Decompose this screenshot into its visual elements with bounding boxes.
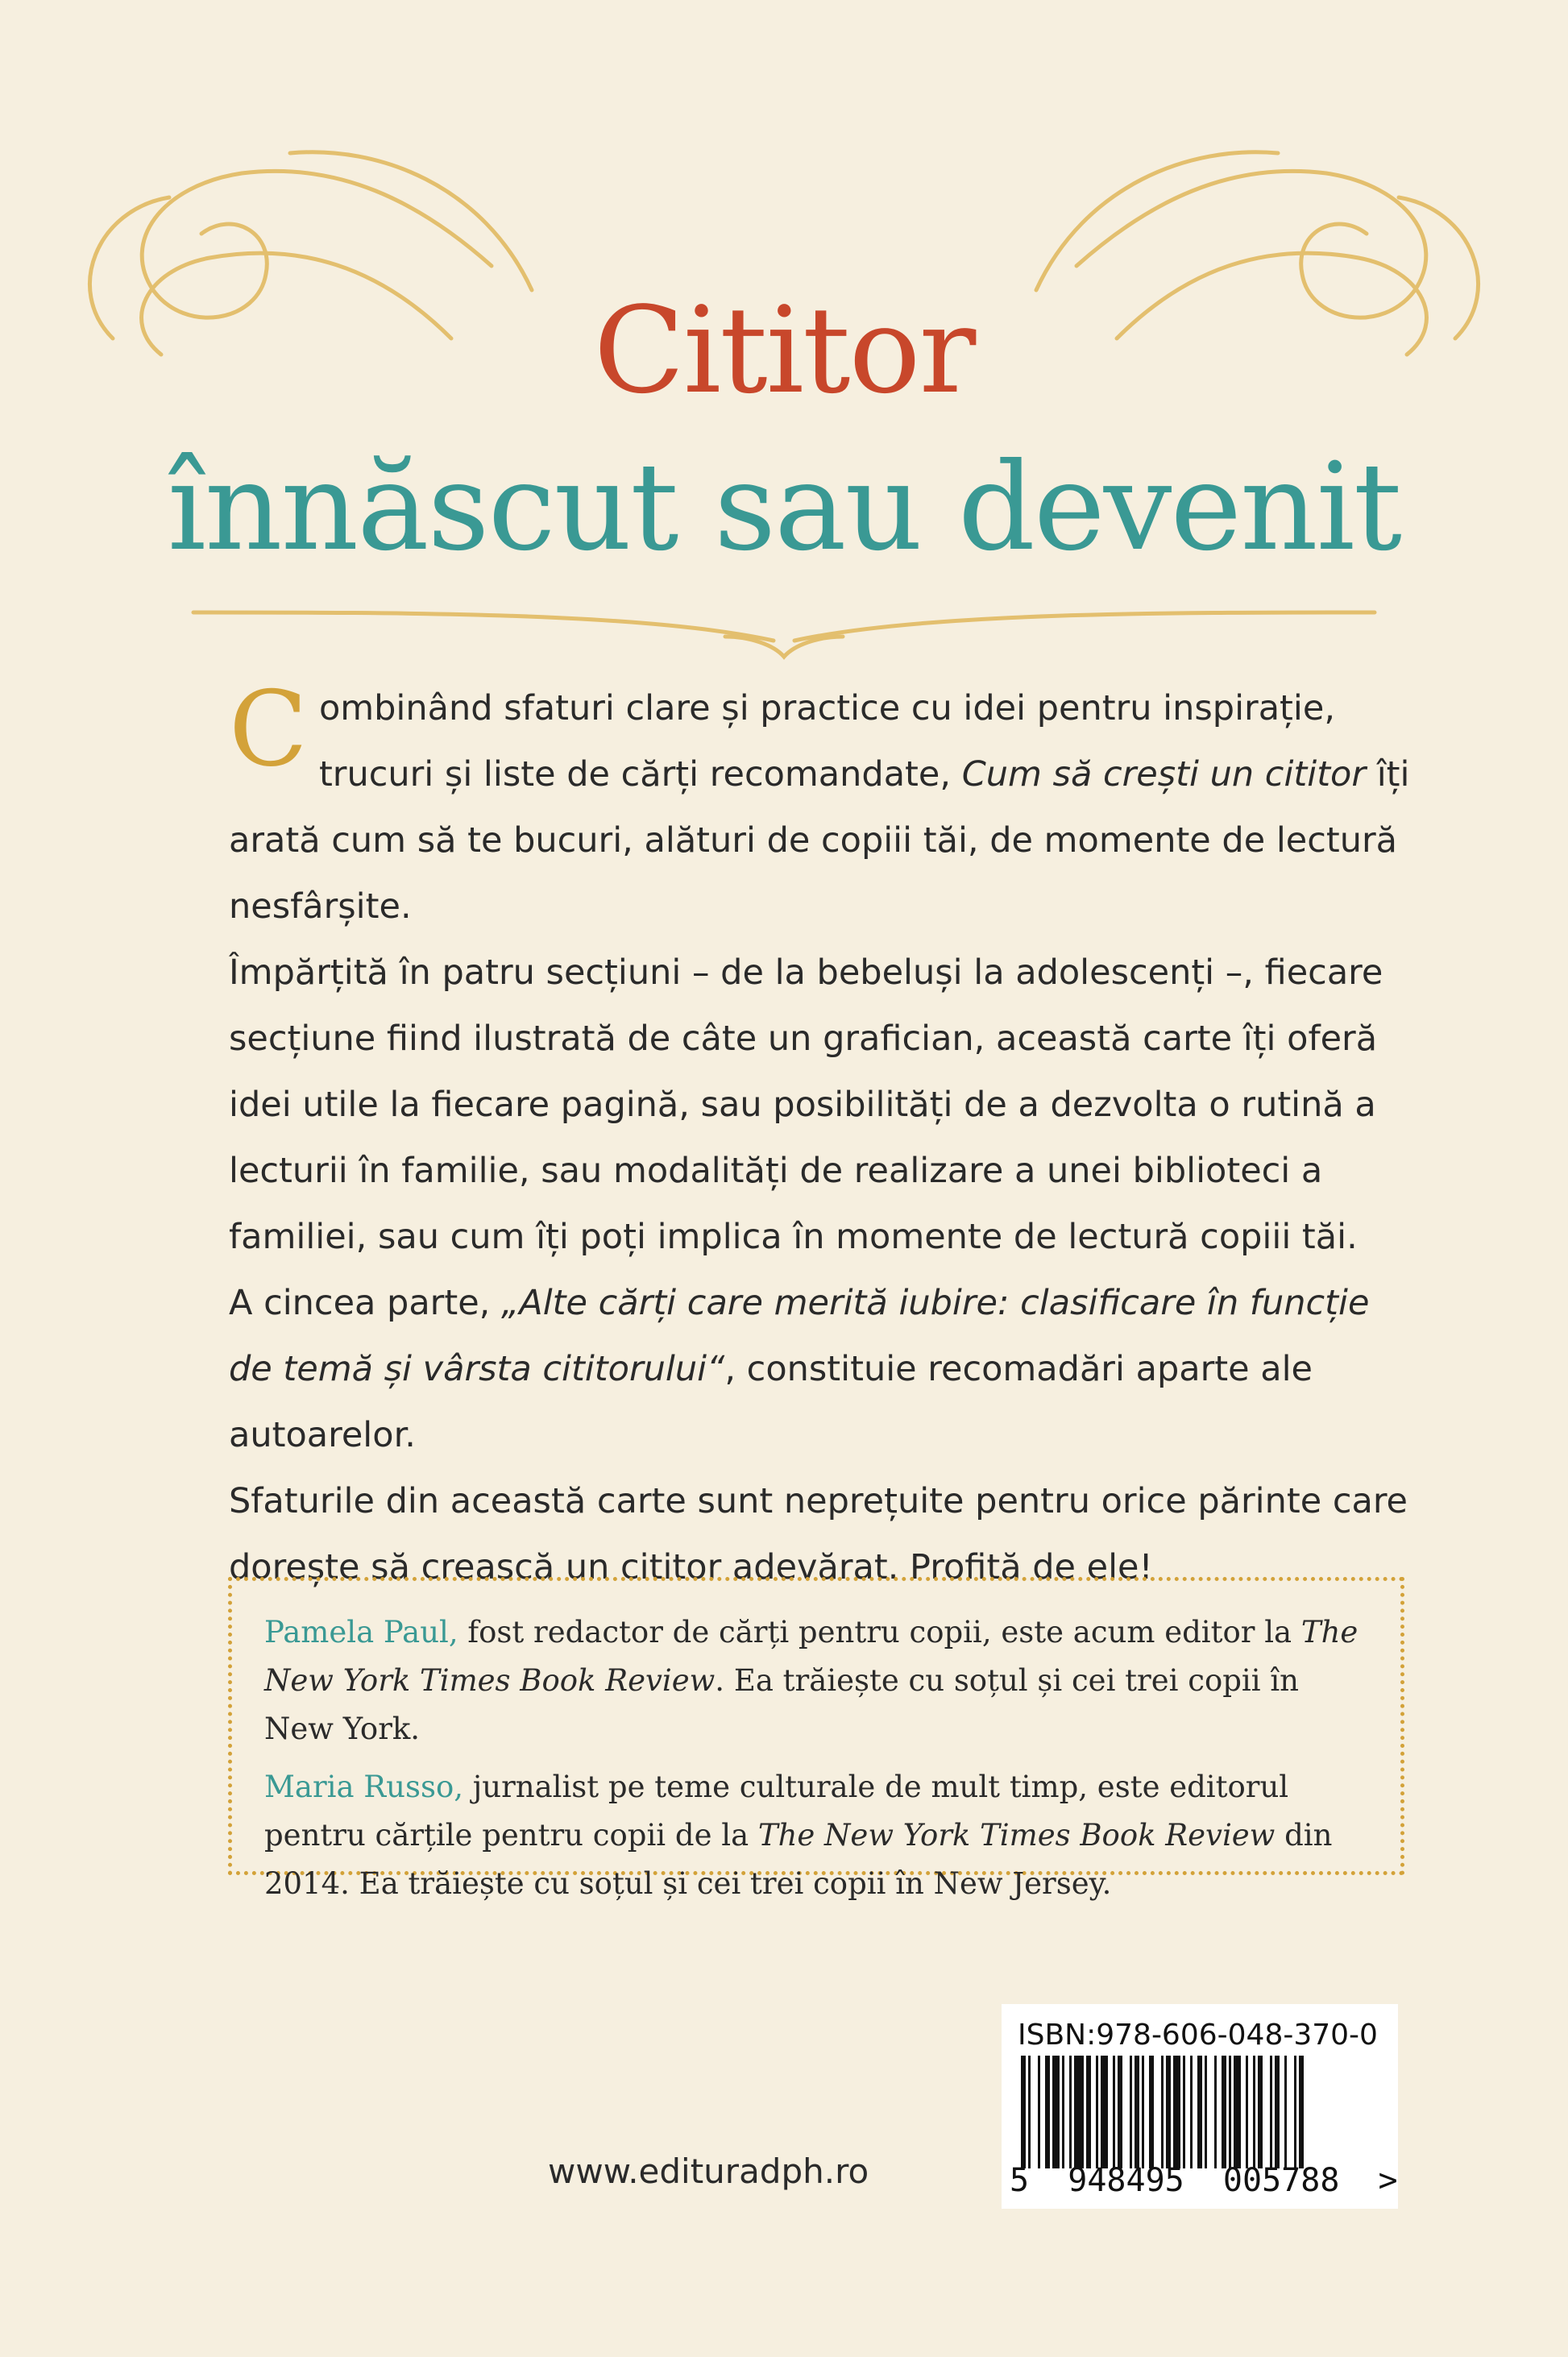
barcode-bar: [1246, 2056, 1248, 2168]
barcode-bar: [1038, 2056, 1040, 2168]
barcode-icon: [1018, 2056, 1380, 2168]
author-bio-2: [264, 1763, 1365, 1908]
barcode-bar: [1222, 2056, 1226, 2168]
description-paragraph-2: Împărțită în patru secțiuni – de la bebeluși la adolescenți –, fiecare secțiune fiind ilustrată de câte un grafician, această carte îți oferă idei utile la fiecare pagină, sau posibilități de a dezvolta o rutină a lecturii în familie, sau modalități de realizare a unei biblioteci a familiei, sau cum îți poți implica în momente de lectură copiii tăi.: [229, 952, 1383, 1257]
barcode-bar: [1028, 2056, 1031, 2168]
barcode-bar: [1142, 2056, 1144, 2168]
authors-box: [228, 1577, 1404, 1901]
author-bio-2-end: din 2014. Ea trăiește cu soțul și cei trei copii în New Jersey.: [264, 1818, 1333, 1901]
description-paragraph-3: [229, 1270, 1421, 1468]
title-line-1: Cititor: [593, 281, 975, 420]
barcode-bar: [1234, 2056, 1241, 2168]
description-p1-end: îți arată cum să te bucuri, alături de copiii tăi, de momente de lectură nesfârșite.: [229, 754, 1410, 927]
barcode-bar: [1190, 2056, 1193, 2168]
author-bio-2-start: jurnalist pe teme culturale de mult timp, este editorul pentru cărțile pentru copii de la: [264, 1770, 1289, 1853]
author-bio-1-start: fost redactor de cărți pentru copii, este acum editor la: [458, 1615, 1301, 1649]
title-line-2: înnăscut sau devenit: [167, 438, 1401, 578]
description-paragraph-4: Sfaturile din această carte sunt neprețuite pentru orice părinte care dorește să crească un cititor adevărat. Profită de ele!: [229, 1481, 1408, 1587]
barcode-bar: [1149, 2056, 1154, 2168]
barcode-bar: [1045, 2056, 1050, 2168]
barcode-bar: [1294, 2056, 1296, 2168]
author-bio-1: [264, 1608, 1365, 1753]
title-block: [0, 0, 1568, 677]
barcode-bar: [1086, 2056, 1091, 2168]
barcode-bar: [1101, 2056, 1108, 2168]
section-title-italic: „Alte cărți care merită iubire: clasificare în funcție de temă și vârsta cititorului“: [229, 1283, 1370, 1389]
barcode-bar: [1253, 2056, 1255, 2168]
barcode-bar: [1161, 2056, 1164, 2168]
isbn-barcode-box: [1002, 2004, 1398, 2209]
author-bio-1-italic: The New York Times Book Review: [264, 1615, 1359, 1698]
barcode-digits: 5 948495 005788 >: [1010, 2162, 1398, 2199]
isbn-label: ISBN:978-606-048-370-0: [1018, 2019, 1378, 2052]
barcode-bar: [1166, 2056, 1171, 2168]
barcode-bar: [1062, 2056, 1064, 2168]
barcode-bar: [1275, 2056, 1280, 2168]
barcode-bar: [1096, 2056, 1098, 2168]
barcode-bar: [1284, 2056, 1287, 2168]
author-bio-2-italic: The New York Times Book Review: [757, 1818, 1276, 1853]
barcode-bar: [1183, 2056, 1185, 2168]
barcode-bar: [1205, 2056, 1207, 2168]
barcode-bar: [1052, 2056, 1060, 2168]
description-p1-start: ombinând sfaturi clare și practice cu idei pentru inspirație, trucuri și liste de cărți recomandate,: [318, 688, 1335, 795]
barcode-bar: [1299, 2056, 1304, 2168]
barcode-bar: [1173, 2056, 1180, 2168]
barcode-bar: [1270, 2056, 1272, 2168]
barcode-bar: [1074, 2056, 1084, 2168]
barcode-bar: [1069, 2056, 1072, 2168]
author-bio-1-end: . Ea trăiește cu soțul și cei trei copii în New York.: [264, 1663, 1299, 1746]
barcode-bar: [1118, 2056, 1122, 2168]
description-p3-start: A cincea parte,: [229, 1283, 502, 1323]
publisher-website: www.edituradph.ro: [548, 2152, 869, 2191]
description-paragraph-1: [229, 670, 1421, 940]
dropcap-letter: C: [229, 670, 308, 790]
barcode-bar: [1229, 2056, 1231, 2168]
barcode-bar: [1258, 2056, 1263, 2168]
barcode-bar: [1113, 2056, 1115, 2168]
barcode-bar: [1214, 2056, 1217, 2168]
barcode-bar: [1021, 2056, 1026, 2168]
description-p3-end: , constituie recomadări aparte ale autoarelor.: [229, 1349, 1313, 1455]
author-name-2: Maria Russo,: [264, 1770, 463, 1804]
book-title-italic: Cum să crești un cititor: [961, 754, 1367, 795]
description: [229, 670, 1421, 1600]
barcode-bar: [1135, 2056, 1139, 2168]
barcode-bar: [1130, 2056, 1132, 2168]
barcode-bar: [1197, 2056, 1202, 2168]
author-name-1: Pamela Paul,: [264, 1615, 458, 1649]
